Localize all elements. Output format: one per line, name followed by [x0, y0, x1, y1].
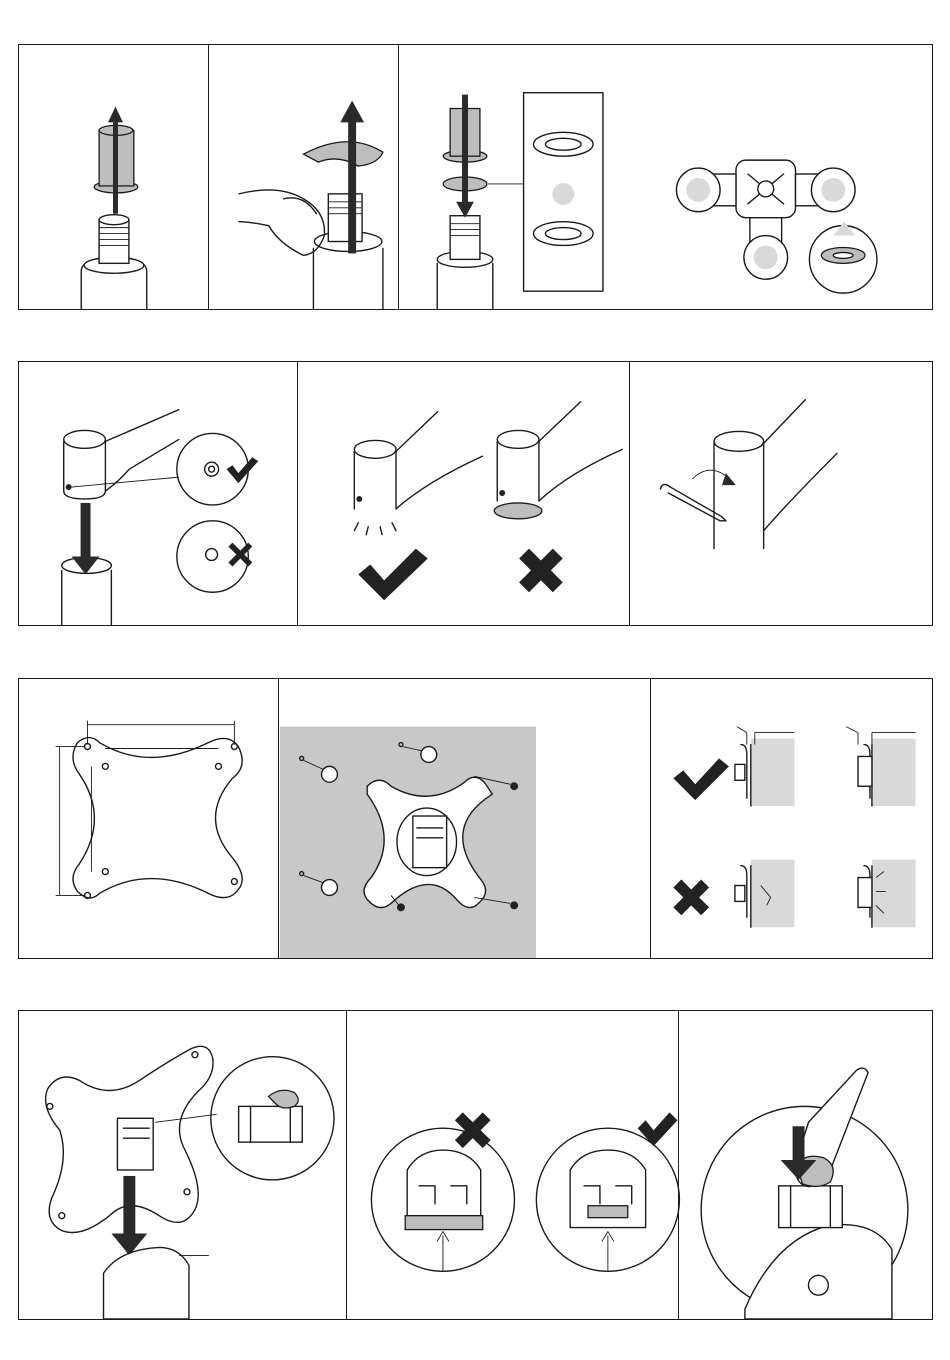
panel-mount-arm-on-pole — [19, 362, 297, 625]
illustration-hook-monitor — [19, 1011, 346, 1319]
panel-attach-plate-to-monitor — [278, 679, 650, 958]
illustration-screw-length — [651, 679, 934, 958]
panel-insert-limit-ring — [398, 45, 934, 309]
panel-slide-ring — [208, 45, 398, 309]
illustration-check-latch — [347, 1011, 678, 1319]
illustration-vesa-pattern — [19, 679, 278, 958]
illustration-attach-plate — [279, 679, 650, 958]
illustration-mount-arm — [19, 362, 297, 625]
hub-diagram — [676, 160, 876, 293]
panel-vesa-hole-pattern — [19, 679, 278, 958]
illustration-slide-ring — [209, 45, 398, 309]
panel-tighten-set-screw — [629, 362, 934, 625]
cross-mark-icon — [673, 880, 709, 916]
check-mark-icon — [638, 1112, 678, 1146]
illustration-seat-arm — [298, 362, 629, 625]
section-monitor-attach — [18, 1010, 933, 1320]
cross-mark-icon — [519, 549, 563, 593]
panel-hook-monitor-onto-arm — [19, 1011, 346, 1319]
panel-press-latch-down — [678, 1011, 934, 1319]
illustration-press-latch — [679, 1011, 934, 1319]
check-mark-icon — [673, 758, 729, 800]
section-vesa-plate — [18, 678, 933, 959]
illustration-insert-limit-ring — [399, 45, 934, 309]
check-mark-icon — [358, 549, 427, 601]
panel-check-latch-position — [346, 1011, 678, 1319]
panel-screw-length-check — [650, 679, 934, 958]
section-pole-collar — [18, 44, 933, 310]
check-mark-icon — [226, 457, 258, 483]
illustration-remove-collar — [19, 45, 208, 309]
illustration-tighten-screw — [630, 362, 934, 625]
panel-seat-arm-correctly — [297, 362, 629, 625]
section-arm-mount — [18, 361, 933, 626]
panel-remove-collar — [19, 45, 208, 309]
